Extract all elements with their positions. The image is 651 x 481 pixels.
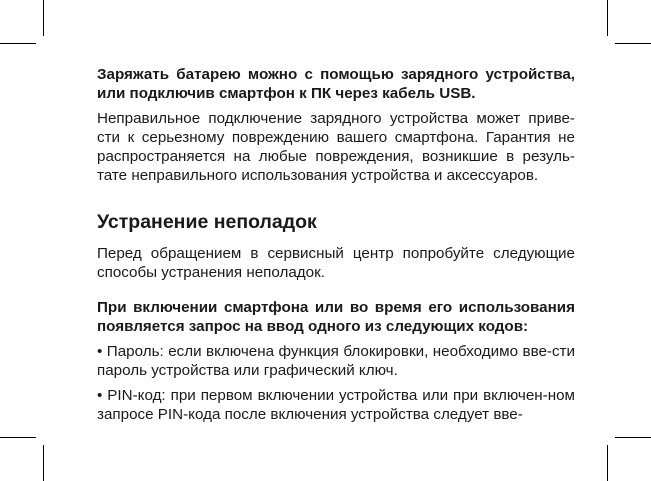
crop-mark-top-left-horizontal	[0, 43, 36, 44]
section-heading: Устранение неполадок	[97, 211, 317, 233]
troubleshooting-intro: Перед обращением в сервисный центр попробуйте следующие способы устранения неполадок.	[97, 245, 575, 281]
list-item-pin: • PIN-код: при первом включении устройства или при включен-ном запросе PIN-кода после включения устройства следует вве-	[97, 387, 575, 423]
page-content	[97, 65, 575, 424]
charging-instruction: Заряжать батарею можно с помощью зарядного устройства, или подключив смартфон к ПК через кабель USB.	[97, 66, 575, 102]
list-item-password: • Пароль: если включена функция блокировки, необходимо вве-сти пароль устройства или графический ключ.	[97, 343, 575, 379]
crop-mark-bottom-right-horizontal	[615, 437, 651, 438]
codes-subheading: При включении смартфона или во время его использования появляется запрос на ввод одного из следующих кодов:	[97, 299, 575, 335]
crop-mark-bottom-right-vertical	[607, 445, 608, 481]
crop-mark-bottom-left-vertical	[43, 445, 44, 481]
crop-mark-top-left-vertical	[43, 0, 44, 36]
crop-mark-top-right-vertical	[607, 0, 608, 36]
crop-mark-bottom-left-horizontal	[0, 437, 36, 438]
crop-mark-top-right-horizontal	[615, 43, 651, 44]
charging-warning: Неправильное подключение зарядного устройства может приве-сти к серьезному повреждению вашего смартфона. Гарантия не распространяется на любые повреждения, возникшие в резуль-тате неправильного использования устройства и аксессуаров.	[97, 110, 575, 184]
